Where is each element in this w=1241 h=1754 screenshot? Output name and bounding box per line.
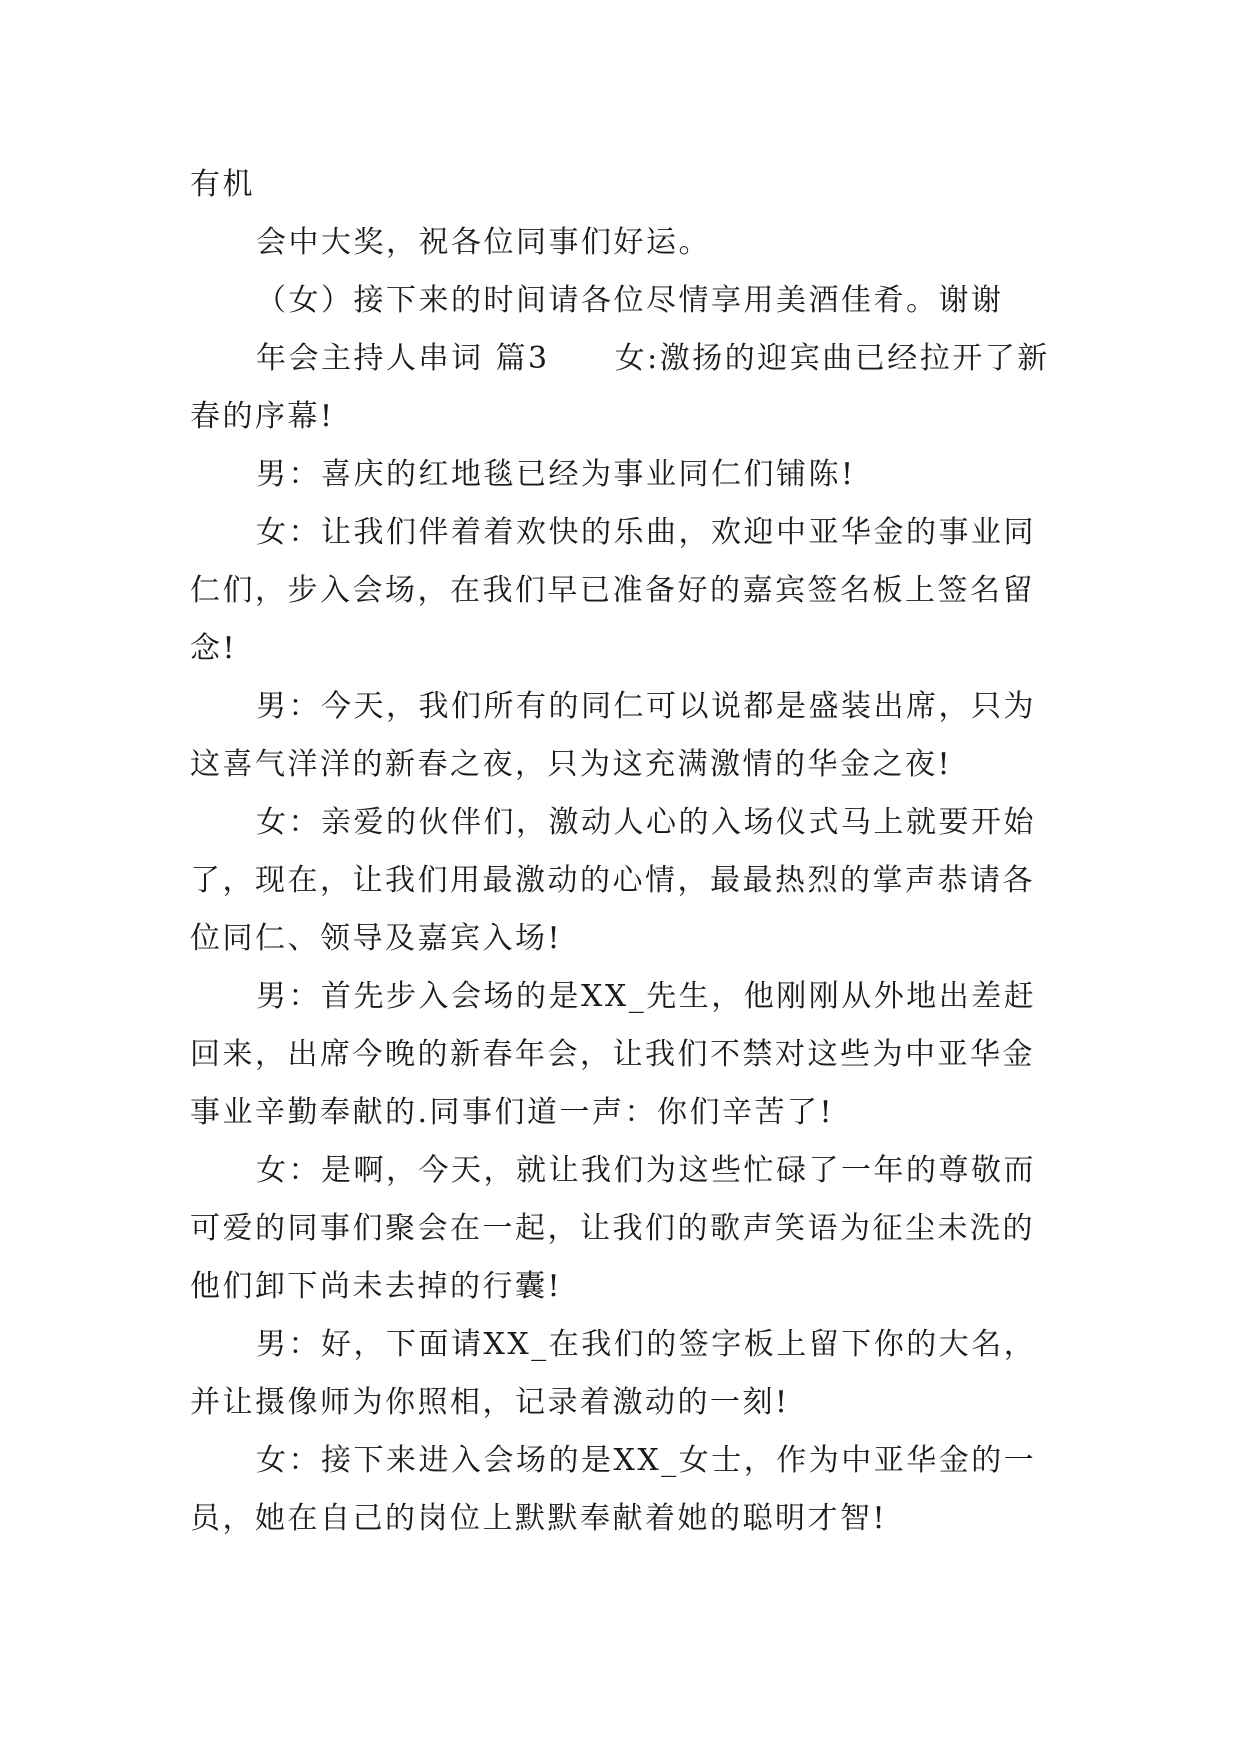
paragraph-10: 女：是啊，今天，就让我们为这些忙碌了一年的尊敬而可爱的同事们聚会在一起，让我们的歌声笑语为征尘未洗的他们卸下尚未去掉的行囊! (190, 1153, 1036, 1304)
paragraph-9: 男：首先步入会场的是XX_先生，他刚刚从外地出差赶回来，出席今晚的新春年会，让我们不禁对这些为中亚华金事业辛勤奉献的.同事们道一声：你们辛苦了! (190, 979, 1037, 1130)
paragraph-2: 会中大奖，祝各位同事们好运。 (256, 225, 711, 260)
paragraph-4: 年会主持人串词 篇3 女:激扬的迎宾曲已经拉开了新春的序幕! (190, 341, 1050, 434)
document-body (190, 156, 1058, 1548)
paragraph-11: 男：好，下面请XX_在我们的签字板上留下你的大名，并让摄像师为你照相，记录着激动的一刻! (190, 1327, 1037, 1420)
paragraph-7: 男：今天，我们所有的同仁可以说都是盛装出席，只为这喜气洋洋的新春之夜，只为这充满激情的华金之夜! (190, 689, 1036, 782)
paragraph-6: 女：让我们伴着着欢快的乐曲，欢迎中亚华金的事业同仁们，步入会场，在我们早已准备好的嘉宾签名板上签名留念! (190, 515, 1036, 666)
paragraph-1: 有机 (190, 167, 255, 202)
paragraph-12: 女：接下来进入会场的是XX_女士，作为中亚华金的一员，她在自己的岗位上默默奉献着她的聪明才智! (190, 1443, 1037, 1536)
paragraph-5: 男：喜庆的红地毯已经为事业同仁们铺陈! (256, 457, 856, 492)
paragraph-8: 女：亲爱的伙伴们，激动人心的入场仪式马上就要开始了，现在，让我们用最激动的心情，最最热烈的掌声恭请各位同仁、领导及嘉宾入场! (190, 805, 1036, 956)
paragraph-3: （女）接下来的时间请各位尽情享用美酒佳肴。谢谢 (256, 283, 1004, 318)
